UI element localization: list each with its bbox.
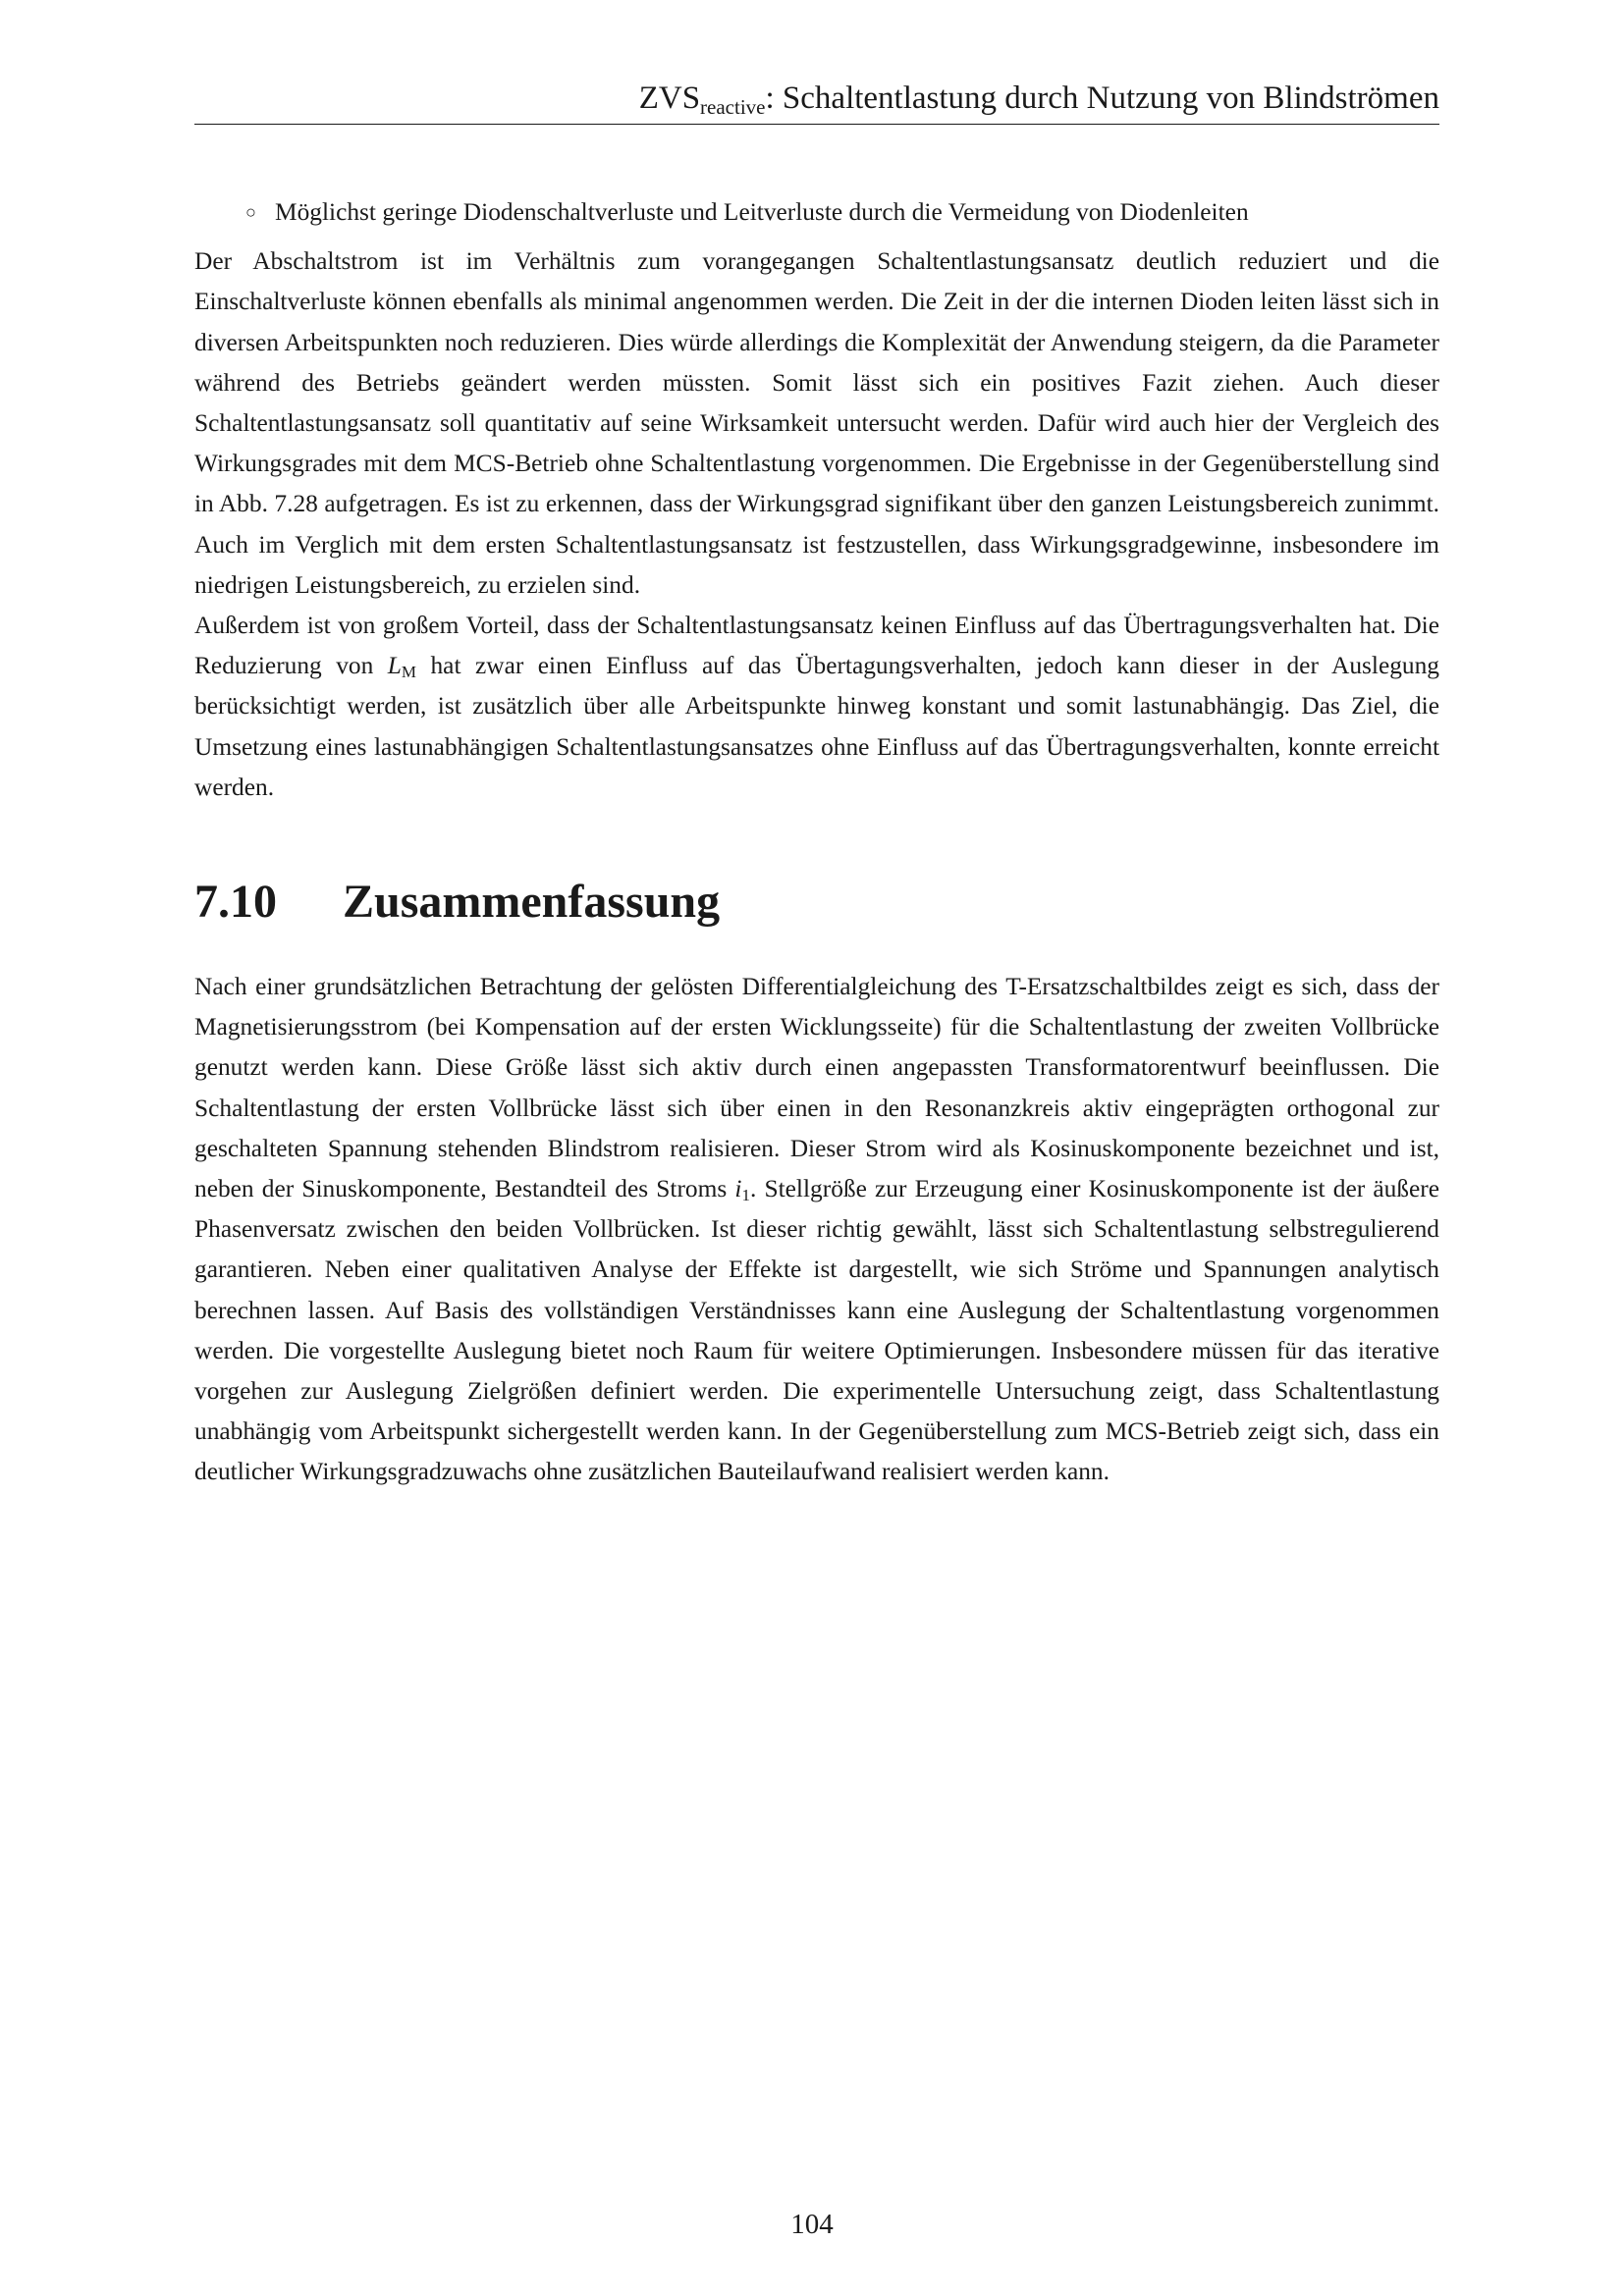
header-title: : Schaltentlastung durch Nutzung von Blindströmen: [765, 80, 1439, 116]
paragraph-text: Nach einer grundsätzlichen Betrachtung der gelösten Differentialgleichung des T-Ersatzschaltbildes zeigt es sich, dass der Magnetisierungsstrom (bei Kompensation auf der ersten Wicklungsseite) für die Schaltentlastung der zweiten Vollbrücke genutzt werden kann. Diese Größe lässt sich aktiv durch einen angepassten Transformatorentwurf beeinflussen. Die Schaltentlastung der ersten Vollbrücke lässt sich über einen in den Resonanzkreis aktiv eingeprägten orthogonal zur geschalteten Spannung stehenden Blindstrom realisieren. Dieser Strom wird als Kosinuskomponente bezeichnet und ist, neben der Sinuskomponente, Bestandteil des Stroms: [194, 973, 1439, 1203]
math-symbol: $i_1$: [734, 1175, 750, 1205]
math-symbol: $L_M$: [387, 652, 417, 682]
paragraph-transfer-behaviour: [194, 606, 1439, 808]
paragraph-text: . Stellgröße zur Erzeugung einer Kosinuskomponente ist der äußere Phasenversatz zwischen den beiden Vollbrücken. Ist dieser richtig gewählt, lässt sich Schaltentlastung selbstregulierend garantieren. Neben einer qualitativen Analyse der Effekte ist dargestellt, wie sich Ströme und Spannungen analytisch berechnen lassen. Auf Basis des vollständigen Verständnisses kann eine Auslegung der Schaltentlastung vorgenommen werden. Die vorgestellte Auslegung bietet noch Raum für weitere Optimierungen. Insbesondere müssen für das iterative vorgehen zur Auslegung Zielgrößen definiert werden. Die experimentelle Untersuchung zeigt, dass Schaltentlastung unabhängig vom Arbeitspunkt sichergestellt werden kann. In der Gegenüberstellung zum MCS-Betrieb zeigt sich, dass ein deutlicher Wirkungsgradzuwachs ohne zusätzlichen Bauteilaufwand realisiert werden kann.: [194, 1175, 1439, 1486]
header-subscript: reactive: [700, 95, 766, 119]
paragraph-summary: [194, 967, 1439, 1493]
header-prefix: ZVS: [638, 80, 701, 116]
section-heading: [194, 875, 1439, 930]
paragraph-text: hat zwar einen Einfluss auf das Übertagungsverhalten, jedoch kann dieser in der Auslegung berücksichtigt werden, ist zusätzlich über alle Arbeitspunkte hinweg konstant und somit lastunabhängig. Das Ziel, die Umsetzung eines lastunabhängigen Schaltentlastungsansatzes ohne Einfluss auf das Übertragungsverhalten, konnte erreicht werden.: [194, 652, 1439, 801]
bullet-item: [194, 192, 1439, 233]
section-number: 7.10: [194, 876, 277, 929]
bullet-text: Möglichst geringe Diodenschaltverluste und Leitverluste durch die Vermeidung von Diodenleiten: [275, 198, 1249, 226]
paragraph-switching-losses: Der Abschaltstrom ist im Verhältnis zum vorangegangen Schaltentlastungsansatz deutlich reduziert und die Einschaltverluste können ebenfalls als minimal angenommen werden. Die Zeit in der die internen Dioden leiten lässt sich in diversen Arbeitspunkten noch reduzieren. Dies würde allerdings die Komplexität der Anwendung steigern, da die Parameter während des Betriebs geändert werden müssten. Somit lässt sich ein positives Fazit ziehen. Auch dieser Schaltentlastungsansatz soll quantitativ auf seine Wirksamkeit untersucht werden. Dafür wird auch hier der Vergleich des Wirkungsgrades mit dem MCS-Betrieb ohne Schaltentlastung vorgenommen. Die Ergebnisse in der Gegenüberstellung sind in Abb. 7.28 aufgetragen. Es ist zu erkennen, dass der Wirkungsgrad signifikant über den ganzen Leistungsbereich zunimmt. Auch im Verglich mit dem ersten Schaltentlastungsansatz ist festzustellen, dass Wirkungsgradgewinne, insbesondere im niedrigen Leistungsbereich, zu erzielen sind.: [194, 247, 1439, 599]
page-content: [194, 192, 1439, 1493]
circle-bullet-icon: ○: [245, 202, 256, 222]
paragraph-text: Außerdem ist von großem Vorteil, dass der Schaltentlastungsansatz keinen Einfluss auf das Übertragungsverhalten hat. Die Reduzierung von: [194, 612, 1439, 680]
section-title: Zusammenfassung: [343, 876, 721, 929]
page-number: 104: [790, 2209, 834, 2240]
header-rule: [194, 124, 1439, 125]
running-header: [194, 79, 1439, 118]
